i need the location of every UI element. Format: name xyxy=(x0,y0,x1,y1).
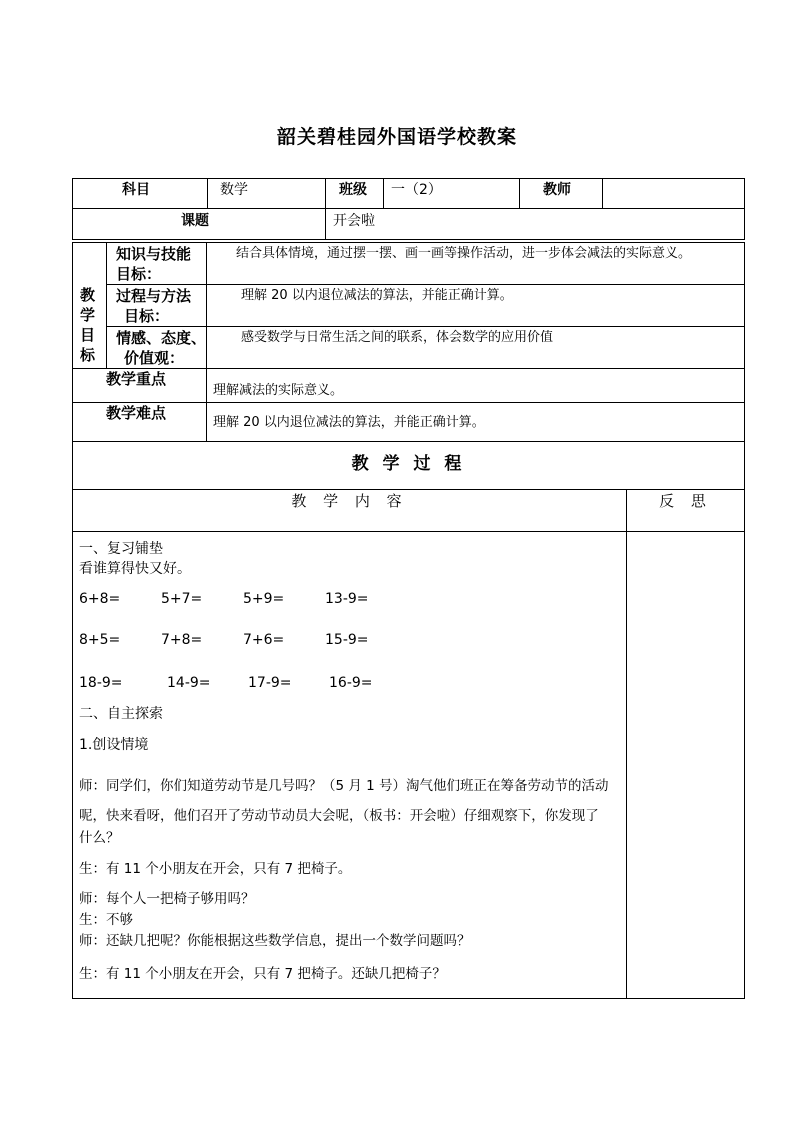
topic-label: 课题 xyxy=(181,213,209,229)
subject-value: 数学 xyxy=(220,182,248,198)
topic-value: 开会啦 xyxy=(333,213,375,229)
section-heading: 一、复习铺垫 xyxy=(79,541,163,557)
class-label: 班级 xyxy=(339,182,367,198)
instruction-text: 看谁算得快又好。 xyxy=(79,561,191,577)
exercise-item: 7+8= xyxy=(161,632,203,648)
objective-label: 目标： xyxy=(124,307,170,325)
dialogue-line: 什么？ xyxy=(79,830,120,846)
section-heading: 二、自主探索 xyxy=(79,706,163,722)
dialogue-line: 呢，快来看呀，他们召开了劳动节动员大会呢，（板书：开会啦）仔细观察下，你发现了 xyxy=(79,808,599,824)
objectives-group-label: 标 xyxy=(80,346,96,364)
objective-content: 理解 20 以内退位减法的算法，并能正确计算。 xyxy=(241,288,513,303)
subject-label: 科目 xyxy=(122,182,150,198)
reflection-header: 反 思 xyxy=(659,492,712,510)
document-title: 韶关碧桂园外国语学校教案 xyxy=(276,126,517,148)
exercise-item: 15-9= xyxy=(325,632,369,648)
difficulty-label: 教学难点 xyxy=(106,404,167,422)
objective-content: 结合具体情境，通过摆一摆、画一画等操作活动，进一步体会减法的实际意义。 xyxy=(236,246,692,261)
topic-value-cell xyxy=(325,208,745,240)
objective-label: 情感、态度、 xyxy=(116,329,207,347)
exercise-item: 16-9= xyxy=(329,675,373,691)
subsection-heading: 1.创设情境 xyxy=(79,737,149,753)
difficulty-content: 理解 20 以内退位减法的算法，并能正确计算。 xyxy=(213,415,485,430)
exercise-item: 6+8= xyxy=(79,591,121,607)
objectives-group-label: 目 xyxy=(80,326,96,344)
class-value: 一（2） xyxy=(391,182,442,198)
exercise-item: 17-9= xyxy=(248,675,292,691)
objective-label: 过程与方法 xyxy=(116,287,192,305)
exercise-item: 5+7= xyxy=(161,591,203,607)
exercise-item: 7+6= xyxy=(243,632,285,648)
dialogue-line: 师：每个人一把椅子够用吗？ xyxy=(79,891,255,907)
exercise-item: 5+9= xyxy=(243,591,285,607)
exercise-item: 18-9= xyxy=(79,675,123,691)
key-point-content: 理解减法的实际意义。 xyxy=(213,383,344,398)
process-title: 教 学 过 程 xyxy=(351,454,466,474)
exercise-item: 8+5= xyxy=(79,632,121,648)
content-header: 教 学 内 容 xyxy=(291,492,408,510)
dialogue-line: 生：不够 xyxy=(79,912,133,928)
dialogue-line: 师：同学们，你们知道劳动节是几号吗？（5 月 1 号）淘气他们班正在筹备劳动节的活动 xyxy=(79,778,609,794)
objective-label: 知识与技能 xyxy=(116,245,192,263)
objective-label: 价值观： xyxy=(124,349,185,367)
objective-content: 感受数学与日常生活之间的联系，体会数学的应用价值 xyxy=(241,330,554,345)
exercise-item: 14-9= xyxy=(167,675,211,691)
objectives-group-label: 教 xyxy=(80,286,96,304)
reflection-cell xyxy=(626,531,745,999)
exercise-item: 13-9= xyxy=(325,591,369,607)
teacher-label: 教师 xyxy=(543,182,571,198)
teacher-value-cell xyxy=(602,178,745,209)
dialogue-line: 生：有 11 个小朋友在开会，只有 7 把椅子。还缺几把椅子？ xyxy=(79,966,446,982)
dialogue-line: 生：有 11 个小朋友在开会，只有 7 把椅子。 xyxy=(79,861,352,877)
objectives-group-label: 学 xyxy=(80,306,96,324)
dialogue-line: 师：还缺几把呢？你能根据这些数学信息，提出一个数学问题吗？ xyxy=(79,933,471,949)
objective-label: 目标： xyxy=(116,265,162,283)
key-point-label: 教学重点 xyxy=(106,370,167,388)
